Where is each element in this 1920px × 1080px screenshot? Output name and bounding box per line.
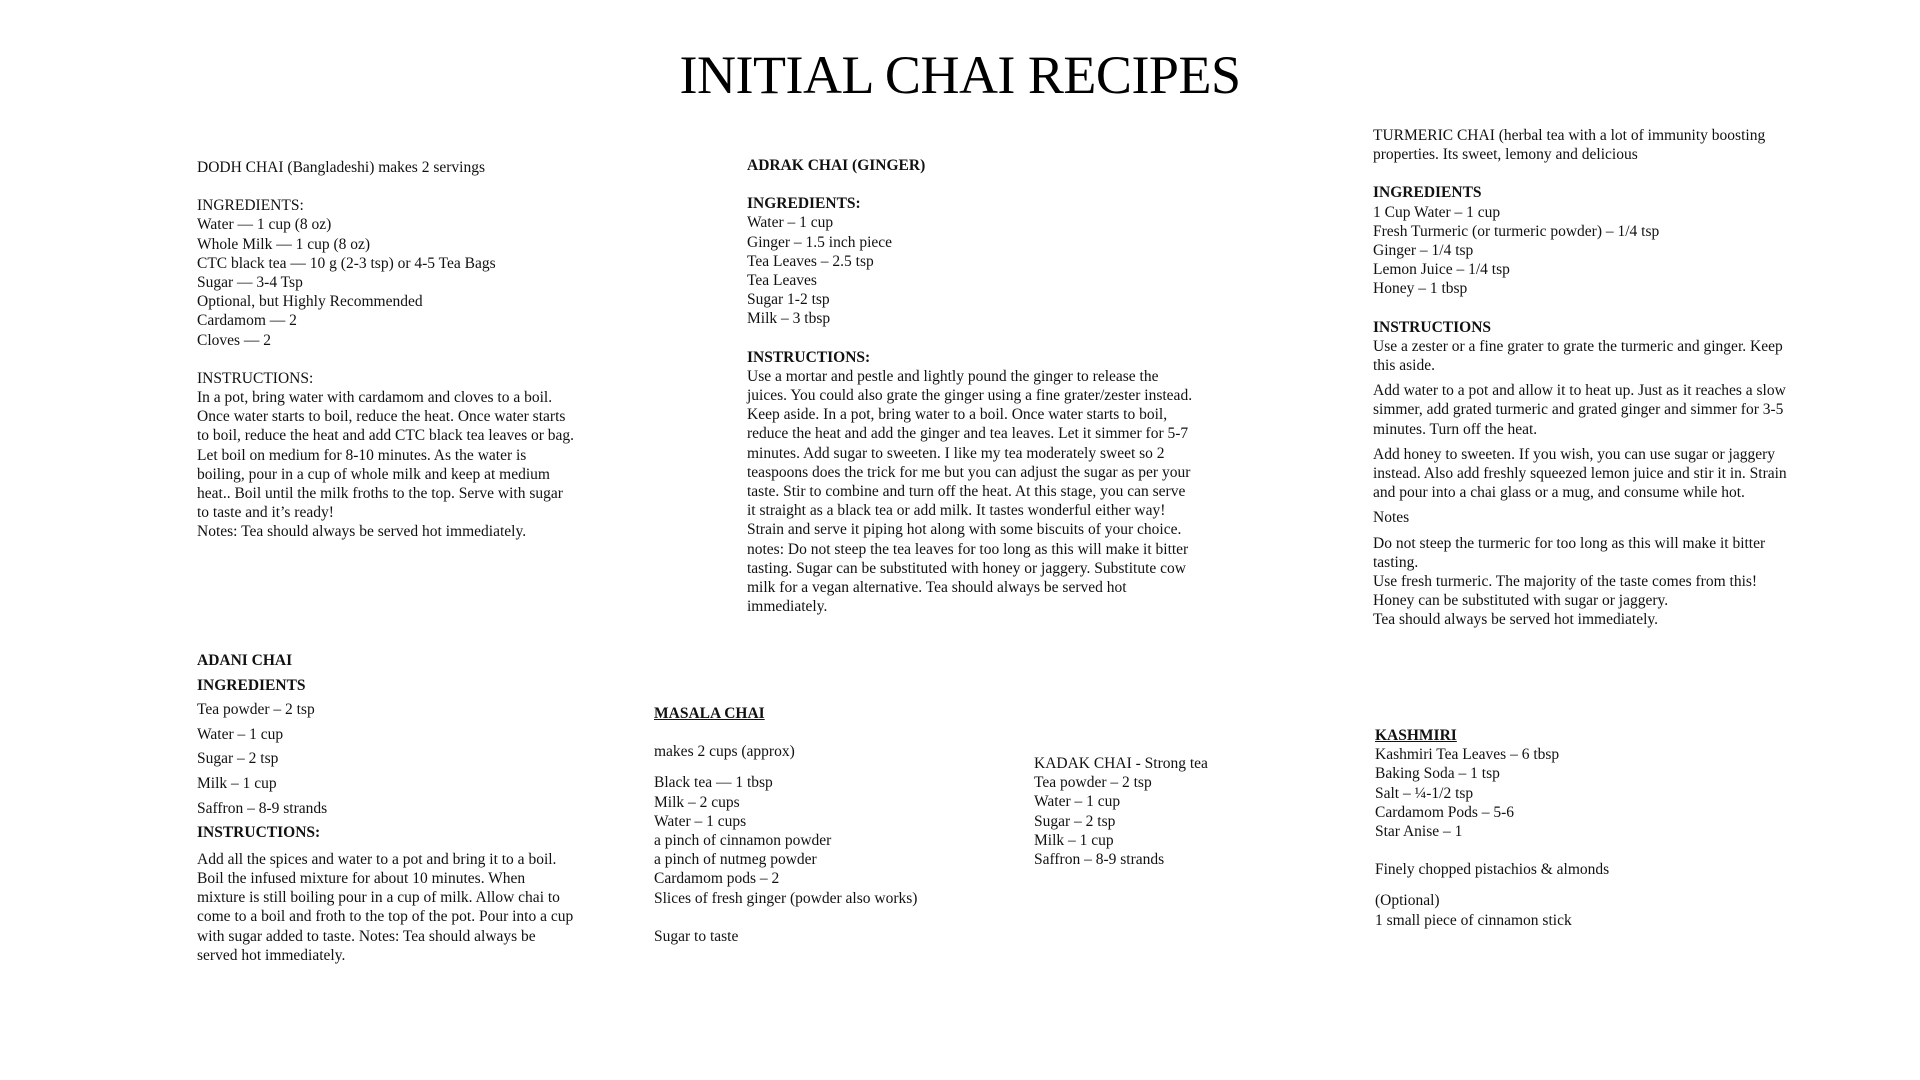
ingredient-item: Cardamom pods – 2 — [654, 870, 780, 888]
ingredient-item: Baking Soda – 1 tsp — [1375, 765, 1500, 783]
optional-item: 1 small piece of cinnamon stick — [1375, 911, 1572, 929]
ingredient-item: Cardamom — 2 — [197, 312, 297, 330]
ingredient-item: Sugar — 3-4 Tsp — [197, 274, 303, 292]
ingredient-item: Honey – 1 tbsp — [1373, 280, 1468, 298]
instructions-label: INSTRUCTIONS: — [197, 369, 314, 387]
notes-item: Use fresh turmeric. The majority of the taste comes from this! — [1373, 573, 1758, 591]
recipe-adrak-chai — [747, 156, 1197, 616]
ingredient-item: Milk – 1 cup — [197, 774, 277, 792]
instructions-label: INSTRUCTIONS: — [197, 824, 321, 842]
ingredient-item: Fresh Turmeric (or turmeric powder) – 1/4 tsp — [1373, 222, 1660, 240]
ingredient-item: a pinch of nutmeg powder — [654, 851, 817, 869]
recipe-heading: ADRAK CHAI (GINGER) — [747, 157, 926, 174]
ingredient-item: Black tea — 1 tbsp — [654, 774, 773, 792]
recipe-dodh-chai — [197, 158, 577, 542]
ingredient-item: Tea Leaves – 2.5 tsp — [747, 252, 874, 270]
ingredient-item: Optional, but Highly Recommended — [197, 293, 423, 311]
instruction-step: Add water to a pot and allow it to heat up. Just as it reaches a slow simmer, add grated turmeric and grated ginger and simmer for 3-5 minutes. Turn off the heat. — [1373, 382, 1786, 438]
recipe-heading: MASALA CHAI — [654, 705, 765, 722]
ingredient-item: Tea powder – 2 tsp — [1034, 774, 1152, 792]
recipe-turmeric-chai — [1373, 126, 1793, 630]
ingredient-item: Ginger – 1.5 inch piece — [747, 233, 893, 251]
ingredient-item: Water – 1 cups — [654, 812, 747, 830]
notes-text: Notes: Tea should always be served hot immediately. — [197, 523, 527, 541]
ingredient-item: Star Anise – 1 — [1375, 823, 1463, 841]
ingredient-item: Salt – ¼-1/2 tsp — [1375, 784, 1474, 802]
page-title: INITIAL CHAI RECIPES — [679, 45, 1241, 105]
recipe-heading: ADANI CHAI — [197, 652, 293, 669]
ingredients-label: INGREDIENTS — [197, 676, 306, 694]
ingredient-item: Saffron – 8-9 strands — [1034, 851, 1165, 869]
ingredient-item: 1 Cup Water – 1 cup — [1373, 203, 1501, 221]
notes-label: Notes — [1373, 509, 1410, 527]
ingredient-item: Tea Leaves — [747, 272, 817, 290]
garnish-text: Finely chopped pistachios & almonds — [1375, 861, 1610, 879]
ingredients-label: INGREDIENTS — [1373, 184, 1482, 202]
instructions-label: INSTRUCTIONS — [1373, 318, 1492, 336]
ingredient-item: CTC black tea — 10 g (2-3 tsp) or 4-5 Tea Bags — [197, 254, 496, 272]
ingredient-item: Kashmiri Tea Leaves – 6 tbsp — [1375, 746, 1560, 764]
ingredient-item: Water – 1 cup — [1034, 793, 1121, 811]
recipe-heading: KASHMIRI — [1375, 727, 1457, 744]
ingredient-item: Sugar – 2 tsp — [197, 750, 279, 768]
recipe-heading: TURMERIC CHAI (herbal tea with a lot of immunity boosting properties. Its sweet, lemony and delicious — [1373, 127, 1766, 164]
instructions-text: Add all the spices and water to a pot and bring it to a boil. Boil the infused mixture for about 10 minutes. When mixture is still boiling pour in a cup of milk. Allow chai to come to a boil and froth to the top of the pot. Pour into a cup with sugar added to taste. Notes: Tea should always be served hot immediately. — [197, 850, 574, 964]
ingredient-item: Sugar 1-2 tsp — [747, 291, 830, 309]
ingredient-item: Milk – 3 tbsp — [747, 310, 831, 328]
ingredient-item: Lemon Juice – 1/4 tsp — [1373, 261, 1510, 279]
ingredient-item: Water – 1 cup — [747, 214, 834, 232]
ingredient-item: Saffron – 8-9 strands — [197, 799, 328, 817]
ingredient-item: Whole Milk — 1 cup (8 oz) — [197, 235, 371, 253]
ingredient-item: Ginger – 1/4 tsp — [1373, 242, 1474, 260]
recipe-masala-chai — [654, 704, 974, 946]
ingredient-item: Milk – 2 cups — [654, 793, 740, 811]
notes-item: Tea should always be served hot immediately. — [1373, 611, 1659, 629]
notes-item: Honey can be substituted with sugar or jaggery. — [1373, 592, 1669, 610]
ingredients-label: INGREDIENTS: — [747, 195, 861, 213]
sugar-note: Sugar to taste — [654, 927, 739, 945]
instructions-text: In a pot, bring water with cardamom and cloves to a boil. Once water starts to boil, reduce the heat. Once water starts to boil, reduce the heat and add CTC black tea leaves or bag. Let boil on medium for 8-10 minutes. As the water is boiling, pour in a cup of whole milk and keep at medium heat.. Boil until the milk froths to the top. Serve with sugar to taste and it’s ready! — [197, 389, 575, 522]
recipe-heading: KADAK CHAI - Strong tea — [1034, 755, 1208, 772]
ingredient-item: Water — 1 cup (8 oz) — [197, 216, 332, 234]
notes-item: Do not steep the turmeric for too long as this will make it bitter tasting. — [1373, 534, 1766, 571]
ingredient-item: Cardamom Pods – 5-6 — [1375, 803, 1515, 821]
instruction-step: Use a zester or a fine grater to grate the turmeric and ginger. Keep this aside. — [1373, 337, 1783, 375]
instructions-text: Use a mortar and pestle and lightly pound the ginger to release the juices. You could also grate the ginger using a fine grater/zester instead. Keep aside. In a pot, bring water to a boil. Once water starts to boil, reduce the heat and add the ginger and tea leaves. Let it simmer for 5-7 minutes. Add sugar to sweeten. I like my tea moderately sweet so 2 teaspoons does the trick for me but you can adjust the sugar as per your taste. Stir to combine and turn off the heat. At this stage, you can serve it straight as a black tea or add milk. It tastes wonderful either way! Strain and serve it piping hot along with some biscuits of your choice. notes: Do not steep the tea leaves for too long as this will make it bitter tasting. Sugar can be substituted with honey or jaggery. Substitute cow milk for a vegan alternative. Tea should always be served hot immediately. — [747, 367, 1193, 616]
recipe-kashmiri-chai — [1375, 726, 1695, 930]
instruction-step: Add honey to sweeten. If you wish, you can use sugar or jaggery instead. Also add freshly squeezed lemon juice and stir it in. Strain and pour into a chai glass or a mug, and consume while hot. — [1373, 445, 1787, 502]
ingredient-item: Cloves — 2 — [197, 331, 272, 349]
ingredient-item: Slices of fresh ginger (powder also works) — [654, 889, 918, 907]
ingredient-item: a pinch of cinnamon powder — [654, 832, 832, 850]
ingredient-item: Water – 1 cup — [197, 725, 284, 743]
ingredient-item: Tea powder – 2 tsp — [197, 701, 315, 719]
ingredient-item: Milk – 1 cup — [1034, 831, 1114, 849]
servings-text: makes 2 cups (approx) — [654, 743, 795, 761]
ingredient-item: Sugar – 2 tsp — [1034, 812, 1116, 830]
recipe-adani-chai — [197, 649, 577, 965]
optional-label: (Optional) — [1375, 892, 1440, 910]
ingredients-label: INGREDIENTS: — [197, 197, 304, 215]
recipe-heading: DODH CHAI (Bangladeshi) makes 2 servings — [197, 159, 485, 176]
instructions-label: INSTRUCTIONS: — [747, 348, 871, 366]
recipe-kadak-chai — [1034, 754, 1294, 869]
